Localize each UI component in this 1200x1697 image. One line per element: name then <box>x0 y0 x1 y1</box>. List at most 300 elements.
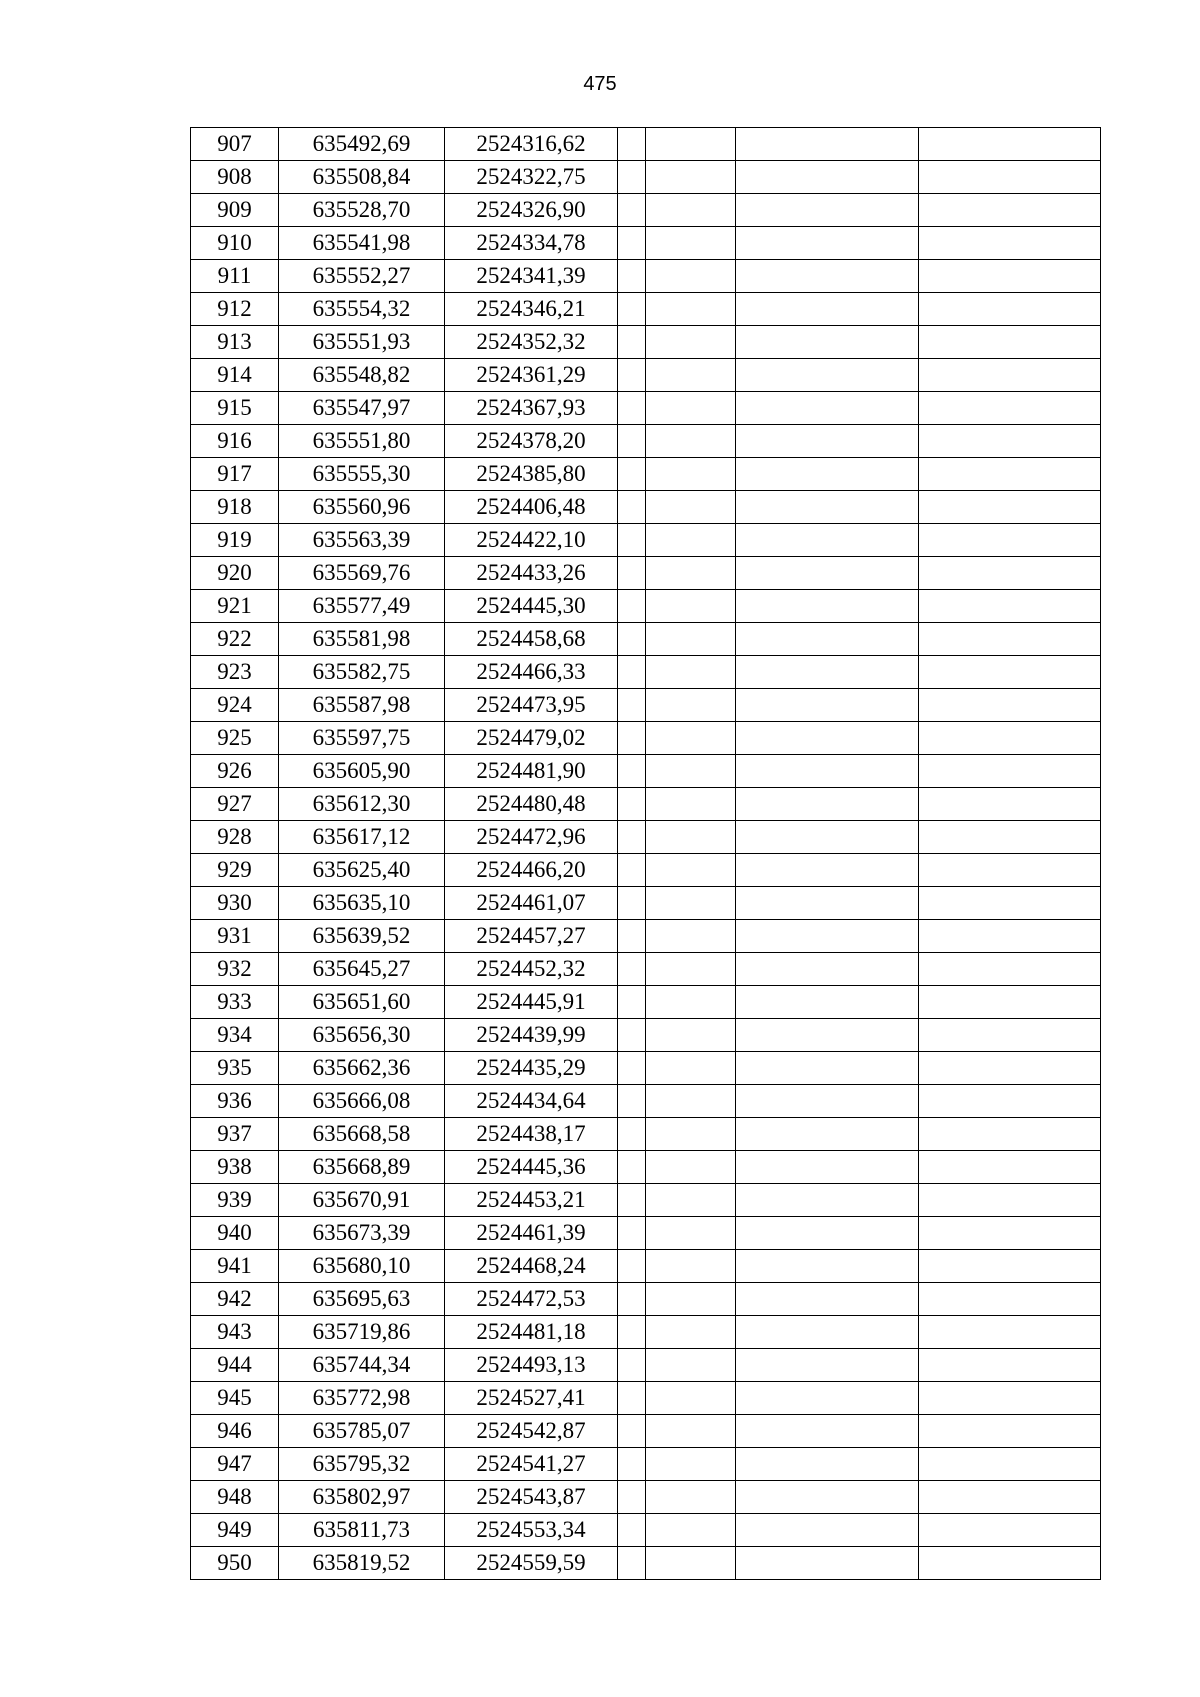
empty-cell <box>736 491 919 524</box>
table-row <box>191 524 1101 557</box>
empty-cell <box>618 227 646 260</box>
empty-cell <box>646 557 736 590</box>
y-coordinate-cell: 2524473,95 <box>445 689 618 722</box>
empty-cell <box>736 194 919 227</box>
point-number-cell: 915 <box>191 392 279 425</box>
y-coordinate-cell: 2524481,90 <box>445 755 618 788</box>
empty-cell <box>919 1085 1101 1118</box>
empty-cell <box>618 458 646 491</box>
x-coordinate-cell: 635605,90 <box>279 755 445 788</box>
table-row <box>191 458 1101 491</box>
x-coordinate-cell: 635508,84 <box>279 161 445 194</box>
empty-cell <box>618 1481 646 1514</box>
x-coordinate-cell: 635772,98 <box>279 1382 445 1415</box>
empty-cell <box>618 260 646 293</box>
x-coordinate-cell: 635551,80 <box>279 425 445 458</box>
y-coordinate-cell: 2524434,64 <box>445 1085 618 1118</box>
y-coordinate-cell: 2524445,30 <box>445 590 618 623</box>
y-coordinate-cell: 2524406,48 <box>445 491 618 524</box>
point-number-cell: 907 <box>191 128 279 161</box>
y-coordinate-cell: 2524326,90 <box>445 194 618 227</box>
empty-cell <box>736 293 919 326</box>
empty-cell <box>919 491 1101 524</box>
empty-cell <box>618 326 646 359</box>
x-coordinate-cell: 635680,10 <box>279 1250 445 1283</box>
x-coordinate-cell: 635528,70 <box>279 194 445 227</box>
empty-cell <box>618 623 646 656</box>
point-number-cell: 931 <box>191 920 279 953</box>
x-coordinate-cell: 635552,27 <box>279 260 445 293</box>
empty-cell <box>646 260 736 293</box>
empty-cell <box>646 1184 736 1217</box>
empty-cell <box>736 1250 919 1283</box>
empty-cell <box>919 392 1101 425</box>
x-coordinate-cell: 635555,30 <box>279 458 445 491</box>
y-coordinate-cell: 2524346,21 <box>445 293 618 326</box>
y-coordinate-cell: 2524445,91 <box>445 986 618 1019</box>
x-coordinate-cell: 635612,30 <box>279 788 445 821</box>
empty-cell <box>618 986 646 1019</box>
empty-cell <box>646 854 736 887</box>
point-number-cell: 947 <box>191 1448 279 1481</box>
empty-cell <box>736 1019 919 1052</box>
empty-cell <box>618 656 646 689</box>
empty-cell <box>618 1250 646 1283</box>
empty-cell <box>919 1118 1101 1151</box>
point-number-cell: 926 <box>191 755 279 788</box>
table-row <box>191 227 1101 260</box>
empty-cell <box>736 1184 919 1217</box>
y-coordinate-cell: 2524461,07 <box>445 887 618 920</box>
empty-cell <box>919 1184 1101 1217</box>
page-number: 475 <box>583 73 617 95</box>
empty-cell <box>736 1382 919 1415</box>
point-number-cell: 929 <box>191 854 279 887</box>
x-coordinate-cell: 635744,34 <box>279 1349 445 1382</box>
empty-cell <box>646 194 736 227</box>
y-coordinate-cell: 2524322,75 <box>445 161 618 194</box>
empty-cell <box>919 194 1101 227</box>
point-number-cell: 913 <box>191 326 279 359</box>
empty-cell <box>618 425 646 458</box>
empty-cell <box>618 1382 646 1415</box>
table-row <box>191 1085 1101 1118</box>
empty-cell <box>618 491 646 524</box>
y-coordinate-cell: 2524466,33 <box>445 656 618 689</box>
empty-cell <box>646 887 736 920</box>
empty-cell <box>919 1514 1101 1547</box>
x-coordinate-cell: 635719,86 <box>279 1316 445 1349</box>
y-coordinate-cell: 2524316,62 <box>445 128 618 161</box>
empty-cell <box>736 656 919 689</box>
x-coordinate-cell: 635548,82 <box>279 359 445 392</box>
y-coordinate-cell: 2524472,96 <box>445 821 618 854</box>
empty-cell <box>736 260 919 293</box>
point-number-cell: 946 <box>191 1415 279 1448</box>
table-row <box>191 689 1101 722</box>
empty-cell <box>646 425 736 458</box>
x-coordinate-cell: 635577,49 <box>279 590 445 623</box>
y-coordinate-cell: 2524457,27 <box>445 920 618 953</box>
empty-cell <box>736 1052 919 1085</box>
point-number-cell: 914 <box>191 359 279 392</box>
empty-cell <box>646 1151 736 1184</box>
y-coordinate-cell: 2524468,24 <box>445 1250 618 1283</box>
table-row <box>191 1283 1101 1316</box>
empty-cell <box>646 590 736 623</box>
empty-cell <box>646 1019 736 1052</box>
empty-cell <box>919 128 1101 161</box>
empty-cell <box>919 557 1101 590</box>
empty-cell <box>618 128 646 161</box>
table-row <box>191 1514 1101 1547</box>
empty-cell <box>736 623 919 656</box>
empty-cell <box>919 161 1101 194</box>
table-row <box>191 1349 1101 1382</box>
empty-cell <box>618 854 646 887</box>
x-coordinate-cell: 635645,27 <box>279 953 445 986</box>
y-coordinate-cell: 2524352,32 <box>445 326 618 359</box>
empty-cell <box>919 227 1101 260</box>
x-coordinate-cell: 635617,12 <box>279 821 445 854</box>
y-coordinate-cell: 2524541,27 <box>445 1448 618 1481</box>
point-number-cell: 949 <box>191 1514 279 1547</box>
y-coordinate-cell: 2524452,32 <box>445 953 618 986</box>
empty-cell <box>919 986 1101 1019</box>
empty-cell <box>736 755 919 788</box>
table-row <box>191 1019 1101 1052</box>
table-row <box>191 392 1101 425</box>
table-row <box>191 1448 1101 1481</box>
point-number-cell: 945 <box>191 1382 279 1415</box>
table-row <box>191 557 1101 590</box>
y-coordinate-cell: 2524433,26 <box>445 557 618 590</box>
empty-cell <box>919 1217 1101 1250</box>
empty-cell <box>618 1118 646 1151</box>
empty-cell <box>919 326 1101 359</box>
point-number-cell: 938 <box>191 1151 279 1184</box>
table-row <box>191 1118 1101 1151</box>
x-coordinate-cell: 635554,32 <box>279 293 445 326</box>
y-coordinate-cell: 2524461,39 <box>445 1217 618 1250</box>
point-number-cell: 939 <box>191 1184 279 1217</box>
point-number-cell: 936 <box>191 1085 279 1118</box>
empty-cell <box>919 1415 1101 1448</box>
empty-cell <box>618 1514 646 1547</box>
x-coordinate-cell: 635635,10 <box>279 887 445 920</box>
empty-cell <box>736 1217 919 1250</box>
point-number-cell: 943 <box>191 1316 279 1349</box>
empty-cell <box>618 392 646 425</box>
empty-cell <box>646 491 736 524</box>
empty-cell <box>919 854 1101 887</box>
empty-cell <box>618 689 646 722</box>
table-row <box>191 1481 1101 1514</box>
point-number-cell: 941 <box>191 1250 279 1283</box>
empty-cell <box>736 887 919 920</box>
table-row <box>191 293 1101 326</box>
table-row <box>191 1184 1101 1217</box>
x-coordinate-cell: 635551,93 <box>279 326 445 359</box>
empty-cell <box>736 1316 919 1349</box>
point-number-cell: 934 <box>191 1019 279 1052</box>
table-row <box>191 260 1101 293</box>
empty-cell <box>919 1547 1101 1580</box>
y-coordinate-cell: 2524385,80 <box>445 458 618 491</box>
empty-cell <box>646 1448 736 1481</box>
empty-cell <box>736 1151 919 1184</box>
empty-cell <box>618 161 646 194</box>
empty-cell <box>646 359 736 392</box>
point-number-cell: 937 <box>191 1118 279 1151</box>
empty-cell <box>646 1283 736 1316</box>
x-coordinate-cell: 635547,97 <box>279 392 445 425</box>
table-row <box>191 128 1101 161</box>
empty-cell <box>618 722 646 755</box>
point-number-cell: 919 <box>191 524 279 557</box>
x-coordinate-cell: 635802,97 <box>279 1481 445 1514</box>
y-coordinate-cell: 2524453,21 <box>445 1184 618 1217</box>
empty-cell <box>919 722 1101 755</box>
table-row <box>191 788 1101 821</box>
y-coordinate-cell: 2524553,34 <box>445 1514 618 1547</box>
empty-cell <box>646 986 736 1019</box>
empty-cell <box>618 1448 646 1481</box>
table-row <box>191 590 1101 623</box>
empty-cell <box>618 1349 646 1382</box>
x-coordinate-cell: 635560,96 <box>279 491 445 524</box>
x-coordinate-cell: 635581,98 <box>279 623 445 656</box>
empty-cell <box>618 359 646 392</box>
y-coordinate-cell: 2524439,99 <box>445 1019 618 1052</box>
point-number-cell: 942 <box>191 1283 279 1316</box>
x-coordinate-cell: 635785,07 <box>279 1415 445 1448</box>
empty-cell <box>646 326 736 359</box>
x-coordinate-cell: 635625,40 <box>279 854 445 887</box>
x-coordinate-cell: 635639,52 <box>279 920 445 953</box>
y-coordinate-cell: 2524543,87 <box>445 1481 618 1514</box>
empty-cell <box>919 788 1101 821</box>
empty-cell <box>646 920 736 953</box>
point-number-cell: 940 <box>191 1217 279 1250</box>
empty-cell <box>736 722 919 755</box>
coordinates-table <box>190 127 1101 1580</box>
empty-cell <box>646 227 736 260</box>
x-coordinate-cell: 635651,60 <box>279 986 445 1019</box>
point-number-cell: 911 <box>191 260 279 293</box>
y-coordinate-cell: 2524334,78 <box>445 227 618 260</box>
point-number-cell: 927 <box>191 788 279 821</box>
point-number-cell: 948 <box>191 1481 279 1514</box>
table-row <box>191 194 1101 227</box>
empty-cell <box>646 1547 736 1580</box>
empty-cell <box>736 920 919 953</box>
table-row <box>191 1052 1101 1085</box>
empty-cell <box>919 260 1101 293</box>
y-coordinate-cell: 2524481,18 <box>445 1316 618 1349</box>
x-coordinate-cell: 635673,39 <box>279 1217 445 1250</box>
y-coordinate-cell: 2524445,36 <box>445 1151 618 1184</box>
point-number-cell: 944 <box>191 1349 279 1382</box>
empty-cell <box>736 1514 919 1547</box>
empty-cell <box>736 227 919 260</box>
x-coordinate-cell: 635569,76 <box>279 557 445 590</box>
table-row <box>191 722 1101 755</box>
x-coordinate-cell: 635563,39 <box>279 524 445 557</box>
x-coordinate-cell: 635597,75 <box>279 722 445 755</box>
empty-cell <box>646 1481 736 1514</box>
empty-cell <box>618 953 646 986</box>
empty-cell <box>618 1019 646 1052</box>
y-coordinate-cell: 2524472,53 <box>445 1283 618 1316</box>
empty-cell <box>919 1382 1101 1415</box>
empty-cell <box>618 1052 646 1085</box>
point-number-cell: 923 <box>191 656 279 689</box>
x-coordinate-cell: 635670,91 <box>279 1184 445 1217</box>
x-coordinate-cell: 635668,58 <box>279 1118 445 1151</box>
empty-cell <box>618 920 646 953</box>
table-row <box>191 920 1101 953</box>
point-number-cell: 924 <box>191 689 279 722</box>
y-coordinate-cell: 2524466,20 <box>445 854 618 887</box>
table-row <box>191 1415 1101 1448</box>
empty-cell <box>919 1052 1101 1085</box>
x-coordinate-cell: 635668,89 <box>279 1151 445 1184</box>
empty-cell <box>919 359 1101 392</box>
table-row <box>191 623 1101 656</box>
empty-cell <box>736 161 919 194</box>
table-row <box>191 821 1101 854</box>
x-coordinate-cell: 635541,98 <box>279 227 445 260</box>
x-coordinate-cell: 635656,30 <box>279 1019 445 1052</box>
point-number-cell: 921 <box>191 590 279 623</box>
y-coordinate-cell: 2524438,17 <box>445 1118 618 1151</box>
empty-cell <box>646 1514 736 1547</box>
empty-cell <box>618 194 646 227</box>
y-coordinate-cell: 2524361,29 <box>445 359 618 392</box>
table-row <box>191 854 1101 887</box>
empty-cell <box>646 656 736 689</box>
empty-cell <box>919 821 1101 854</box>
empty-cell <box>919 293 1101 326</box>
point-number-cell: 912 <box>191 293 279 326</box>
empty-cell <box>919 1349 1101 1382</box>
empty-cell <box>736 392 919 425</box>
empty-cell <box>919 1019 1101 1052</box>
empty-cell <box>736 590 919 623</box>
empty-cell <box>919 623 1101 656</box>
empty-cell <box>919 1151 1101 1184</box>
point-number-cell: 930 <box>191 887 279 920</box>
empty-cell <box>618 293 646 326</box>
y-coordinate-cell: 2524458,68 <box>445 623 618 656</box>
table-row <box>191 1547 1101 1580</box>
point-number-cell: 932 <box>191 953 279 986</box>
empty-cell <box>919 755 1101 788</box>
y-coordinate-cell: 2524378,20 <box>445 425 618 458</box>
empty-cell <box>919 425 1101 458</box>
empty-cell <box>618 524 646 557</box>
empty-cell <box>646 1349 736 1382</box>
empty-cell <box>919 920 1101 953</box>
empty-cell <box>618 1085 646 1118</box>
empty-cell <box>919 689 1101 722</box>
table-row <box>191 359 1101 392</box>
empty-cell <box>646 1316 736 1349</box>
empty-cell <box>736 1283 919 1316</box>
empty-cell <box>618 590 646 623</box>
point-number-cell: 928 <box>191 821 279 854</box>
point-number-cell: 918 <box>191 491 279 524</box>
empty-cell <box>646 1217 736 1250</box>
empty-cell <box>919 1283 1101 1316</box>
empty-cell <box>736 1118 919 1151</box>
empty-cell <box>618 557 646 590</box>
x-coordinate-cell: 635666,08 <box>279 1085 445 1118</box>
empty-cell <box>919 590 1101 623</box>
table-row <box>191 887 1101 920</box>
empty-cell <box>919 524 1101 557</box>
empty-cell <box>919 1481 1101 1514</box>
x-coordinate-cell: 635811,73 <box>279 1514 445 1547</box>
empty-cell <box>646 1052 736 1085</box>
empty-cell <box>618 755 646 788</box>
empty-cell <box>646 788 736 821</box>
point-number-cell: 925 <box>191 722 279 755</box>
x-coordinate-cell: 635795,32 <box>279 1448 445 1481</box>
empty-cell <box>646 953 736 986</box>
empty-cell <box>736 128 919 161</box>
table-row <box>191 986 1101 1019</box>
empty-cell <box>618 1283 646 1316</box>
point-number-cell: 908 <box>191 161 279 194</box>
y-coordinate-cell: 2524341,39 <box>445 260 618 293</box>
empty-cell <box>646 1085 736 1118</box>
empty-cell <box>646 1118 736 1151</box>
empty-cell <box>736 953 919 986</box>
empty-cell <box>618 1184 646 1217</box>
y-coordinate-cell: 2524367,93 <box>445 392 618 425</box>
empty-cell <box>736 1085 919 1118</box>
table-row <box>191 326 1101 359</box>
table-row <box>191 491 1101 524</box>
table-row <box>191 755 1101 788</box>
empty-cell <box>646 722 736 755</box>
y-coordinate-cell: 2524493,13 <box>445 1349 618 1382</box>
empty-cell <box>618 1415 646 1448</box>
empty-cell <box>736 986 919 1019</box>
x-coordinate-cell: 635587,98 <box>279 689 445 722</box>
table-row <box>191 1217 1101 1250</box>
x-coordinate-cell: 635819,52 <box>279 1547 445 1580</box>
table-row <box>191 1382 1101 1415</box>
y-coordinate-cell: 2524527,41 <box>445 1382 618 1415</box>
x-coordinate-cell: 635582,75 <box>279 656 445 689</box>
empty-cell <box>736 689 919 722</box>
point-number-cell: 917 <box>191 458 279 491</box>
y-coordinate-cell: 2524479,02 <box>445 722 618 755</box>
empty-cell <box>646 755 736 788</box>
empty-cell <box>736 326 919 359</box>
empty-cell <box>646 128 736 161</box>
empty-cell <box>736 458 919 491</box>
x-coordinate-cell: 635492,69 <box>279 128 445 161</box>
x-coordinate-cell: 635662,36 <box>279 1052 445 1085</box>
empty-cell <box>618 1151 646 1184</box>
empty-cell <box>736 359 919 392</box>
y-coordinate-cell: 2524559,59 <box>445 1547 618 1580</box>
empty-cell <box>736 1349 919 1382</box>
